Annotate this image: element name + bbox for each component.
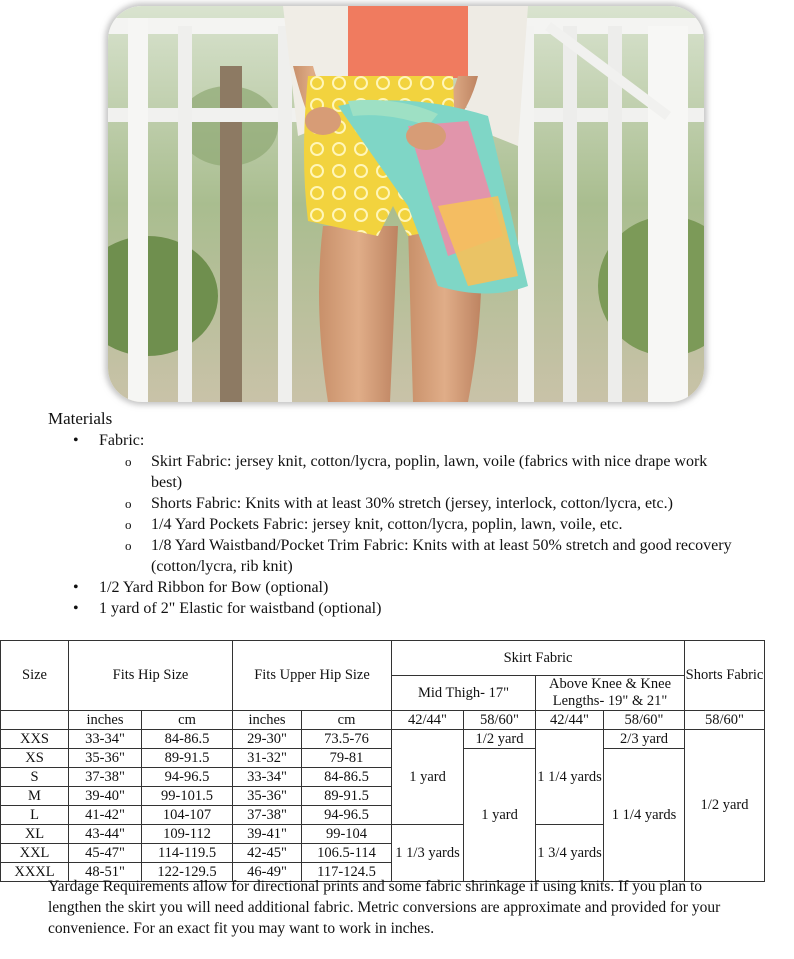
yardage-cell: 2/3 yard: [604, 730, 685, 749]
pockets-fabric-item: 1/4 Yard Pockets Fabric: jersey knit, cotton/lycra, poplin, lawn, voile, etc.: [151, 516, 623, 533]
blank-cell: [1, 711, 69, 730]
yardage-cell: 1/2 yard: [464, 730, 536, 749]
hip-inches-cell: 48-51": [69, 863, 142, 882]
fits-upper-hip-header: Fits Upper Hip Size: [233, 641, 392, 711]
circle-bullet-icon: o: [125, 496, 132, 511]
skirt-fabric-header: Skirt Fabric: [392, 641, 685, 676]
circle-bullet-icon: o: [125, 538, 132, 553]
unit-header: cm: [142, 711, 233, 730]
bullet-icon: •: [73, 600, 79, 617]
fabric-width-header: 58/60": [604, 711, 685, 730]
skirt-shorts-photo: [108, 6, 704, 402]
upper-hip-inches-cell: 42-45": [233, 844, 302, 863]
yardage-cell: 1 yard: [464, 749, 536, 882]
fabric-width-header: 42/44": [536, 711, 604, 730]
size-cell: XL: [1, 825, 69, 844]
hip-cm-cell: 94-96.5: [142, 768, 233, 787]
materials-heading: Materials: [48, 409, 113, 428]
upper-hip-inches-cell: 39-41": [233, 825, 302, 844]
upper-hip-inches-cell: 31-32": [233, 749, 302, 768]
list-item: [48, 430, 768, 451]
hip-cm-cell: 114-119.5: [142, 844, 233, 863]
size-cell: M: [1, 787, 69, 806]
fabric-width-header: 58/60": [464, 711, 536, 730]
above-knee-header: Above Knee & Knee Lengths- 19" & 21": [536, 676, 685, 711]
bullet-icon: •: [73, 579, 79, 596]
upper-hip-cm-cell: 89-91.5: [302, 787, 392, 806]
yardage-table: [0, 640, 765, 882]
list-item: [48, 514, 741, 535]
table-row: [1, 730, 765, 749]
hip-cm-cell: 84-86.5: [142, 730, 233, 749]
circle-bullet-icon: o: [125, 454, 132, 469]
hip-cm-cell: 122-129.5: [142, 863, 233, 882]
list-item: [48, 577, 768, 598]
upper-hip-cm-cell: 99-104: [302, 825, 392, 844]
list-item: [48, 535, 741, 577]
upper-hip-cm-cell: 117-124.5: [302, 863, 392, 882]
size-header: Size: [1, 641, 69, 711]
hip-cm-cell: 109-112: [142, 825, 233, 844]
hip-inches-cell: 35-36": [69, 749, 142, 768]
size-cell: XXL: [1, 844, 69, 863]
upper-hip-cm-cell: 106.5-114: [302, 844, 392, 863]
fits-hip-header: Fits Hip Size: [69, 641, 233, 711]
hip-inches-cell: 33-34": [69, 730, 142, 749]
fabric-width-header: 42/44": [392, 711, 464, 730]
materials-section: [48, 408, 768, 619]
size-cell: L: [1, 806, 69, 825]
upper-hip-inches-cell: 29-30": [233, 730, 302, 749]
hip-cm-cell: 89-91.5: [142, 749, 233, 768]
list-item: [48, 451, 741, 493]
unit-header: cm: [302, 711, 392, 730]
elastic-item: 1 yard of 2" Elastic for waistband (optional): [99, 600, 382, 617]
ribbon-item: 1/2 Yard Ribbon for Bow (optional): [99, 579, 329, 596]
upper-hip-inches-cell: 35-36": [233, 787, 302, 806]
upper-hip-inches-cell: 46-49": [233, 863, 302, 882]
shorts-fabric-header: Shorts Fabric: [685, 641, 765, 711]
yardage-cell: 1 1/4 yards: [536, 730, 604, 825]
yardage-cell: 1/2 yard: [685, 730, 765, 882]
circle-bullet-icon: o: [125, 517, 132, 532]
shorts-fabric-item: Shorts Fabric: Knits with at least 30% stretch (jersey, interlock, cotton/lycra, etc.): [151, 495, 673, 512]
fabric-label: Fabric:: [99, 432, 145, 449]
yardage-cell: 1 1/4 yards: [604, 749, 685, 882]
bullet-icon: •: [73, 432, 79, 449]
unit-header: inches: [69, 711, 142, 730]
hip-cm-cell: 104-107: [142, 806, 233, 825]
size-cell: XXS: [1, 730, 69, 749]
upper-hip-inches-cell: 37-38": [233, 806, 302, 825]
hip-inches-cell: 43-44": [69, 825, 142, 844]
size-cell: S: [1, 768, 69, 787]
mid-thigh-header: Mid Thigh- 17": [392, 676, 536, 711]
product-photo: [108, 6, 704, 402]
hip-inches-cell: 37-38": [69, 768, 142, 787]
size-cell: XS: [1, 749, 69, 768]
yardage-cell: 1 1/3 yards: [392, 825, 464, 882]
yardage-note: Yardage Requirements allow for directional prints and some fabric shrinkage if using knits. If you plan to lengthen the skirt you will need additional fabric. Metric conversions are approximate and provided for your convenience. For an exact fit you may want to work in inches.: [48, 878, 721, 937]
hip-inches-cell: 41-42": [69, 806, 142, 825]
fabric-width-header: 58/60": [685, 711, 765, 730]
list-item: [48, 493, 741, 514]
upper-hip-cm-cell: 79-81: [302, 749, 392, 768]
upper-hip-cm-cell: 94-96.5: [302, 806, 392, 825]
hip-inches-cell: 39-40": [69, 787, 142, 806]
hip-cm-cell: 99-101.5: [142, 787, 233, 806]
waistband-fabric-item: 1/8 Yard Waistband/Pocket Trim Fabric: Knits with at least 50% stretch and good recovery (cotton/lycra, rib knit): [151, 537, 732, 575]
list-item: [48, 598, 768, 619]
yardage-cell: 1 3/4 yards: [536, 825, 604, 882]
upper-hip-cm-cell: 84-86.5: [302, 768, 392, 787]
yardage-cell: 1 yard: [392, 730, 464, 825]
upper-hip-inches-cell: 33-34": [233, 768, 302, 787]
upper-hip-cm-cell: 73.5-76: [302, 730, 392, 749]
table-row: [1, 749, 765, 768]
unit-header: inches: [233, 711, 302, 730]
size-cell: XXXL: [1, 863, 69, 882]
skirt-fabric-item: Skirt Fabric: jersey knit, cotton/lycra, poplin, lawn, voile (fabrics with nice drape work best): [151, 453, 708, 491]
hip-inches-cell: 45-47": [69, 844, 142, 863]
